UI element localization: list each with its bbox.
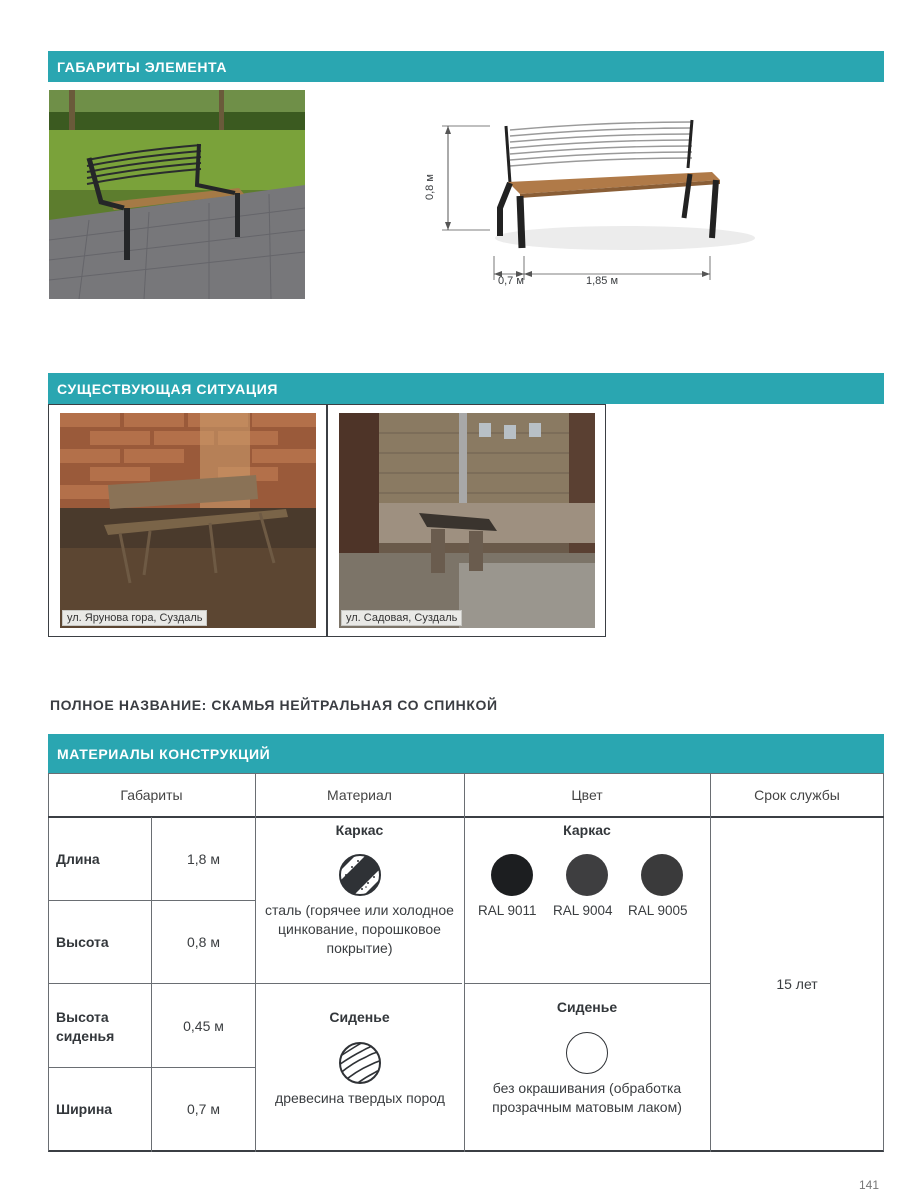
steel-icon: [338, 853, 382, 897]
section-title-materials: МАТЕРИАЛЫ КОНСТРУКЦИЙ: [48, 734, 884, 773]
color-seat-title: Сиденье: [556, 999, 618, 1015]
row-divider: [48, 900, 255, 901]
dimension-drawing: [420, 108, 760, 298]
material-seat-title: Сиденье: [329, 1009, 390, 1025]
material-seat-description: древесина твердых пород: [275, 1090, 445, 1106]
situation-photo-1: [60, 413, 316, 628]
header-color: Цвет: [571, 787, 603, 803]
color-swatch-unpainted: [566, 1032, 608, 1074]
row-label-seat-height: Высота сиденья: [56, 1009, 115, 1044]
row-value-length: 1,8 м: [187, 851, 220, 867]
row-label-height: Высота: [56, 934, 109, 950]
row-value-height: 0,8 м: [187, 934, 220, 950]
full-name: ПОЛНОЕ НАЗВАНИЕ: СКАМЬЯ НЕЙТРАЛЬНАЯ СО СПИНКОЙ: [50, 697, 498, 713]
service-life-value: 15 лет: [776, 976, 818, 992]
situation-frame: [48, 404, 606, 637]
color-swatch-ral-9004: [566, 854, 608, 896]
col-divider: [710, 773, 711, 1152]
color-seat-description: без окрашивания (обработка прозрачным матовым лаком): [492, 1080, 682, 1115]
section-title-dimensions: ГАБАРИТЫ ЭЛЕМЕНТА: [48, 51, 884, 82]
row-label-width: Ширина: [56, 1101, 113, 1117]
color-code-ral-9004: RAL 9004: [553, 903, 613, 918]
row-divider: [48, 1067, 255, 1068]
color-code-ral-9011: RAL 9011: [478, 903, 537, 918]
bench-photo: [49, 90, 305, 299]
header-service-life: Срок службы: [754, 787, 840, 803]
row-divider: [464, 983, 710, 984]
situation-divider: [326, 405, 328, 636]
color-code-ral-9005: RAL 9005: [628, 903, 688, 918]
material-frame-title: Каркас: [335, 822, 384, 838]
materials-table: [48, 773, 884, 1152]
width-dimension-label: 0,7 м: [498, 275, 524, 287]
height-dimension-label: 0,8 м: [424, 174, 436, 200]
length-dimension-label: 1,85 м: [586, 275, 619, 287]
row-value-seat-height: 0,45 м: [183, 1018, 224, 1034]
header-material: Материал: [327, 787, 392, 803]
wood-icon: [338, 1041, 382, 1085]
row-value-width: 0,7 м: [187, 1101, 220, 1117]
color-swatch-ral-9011: [491, 854, 533, 896]
header-dimensions: Габариты: [120, 787, 183, 803]
row-divider: [48, 983, 462, 984]
color-frame-title: Каркас: [563, 822, 611, 838]
row-label-length: Длина: [56, 851, 100, 867]
situation-photo-2: [339, 413, 595, 628]
section-title-situation: СУЩЕСТВУЮЩАЯ СИТУАЦИЯ: [48, 373, 884, 404]
color-swatch-ral-9005: [641, 854, 683, 896]
material-frame-description: сталь (горячее или холодное цинкование, порошковое покрытие): [265, 902, 454, 956]
page-number: 141: [859, 1178, 880, 1192]
situation-caption-1: ул. Ярунова гора, Суздаль: [62, 610, 207, 626]
situation-caption-2: ул. Садовая, Суздаль: [341, 610, 462, 626]
